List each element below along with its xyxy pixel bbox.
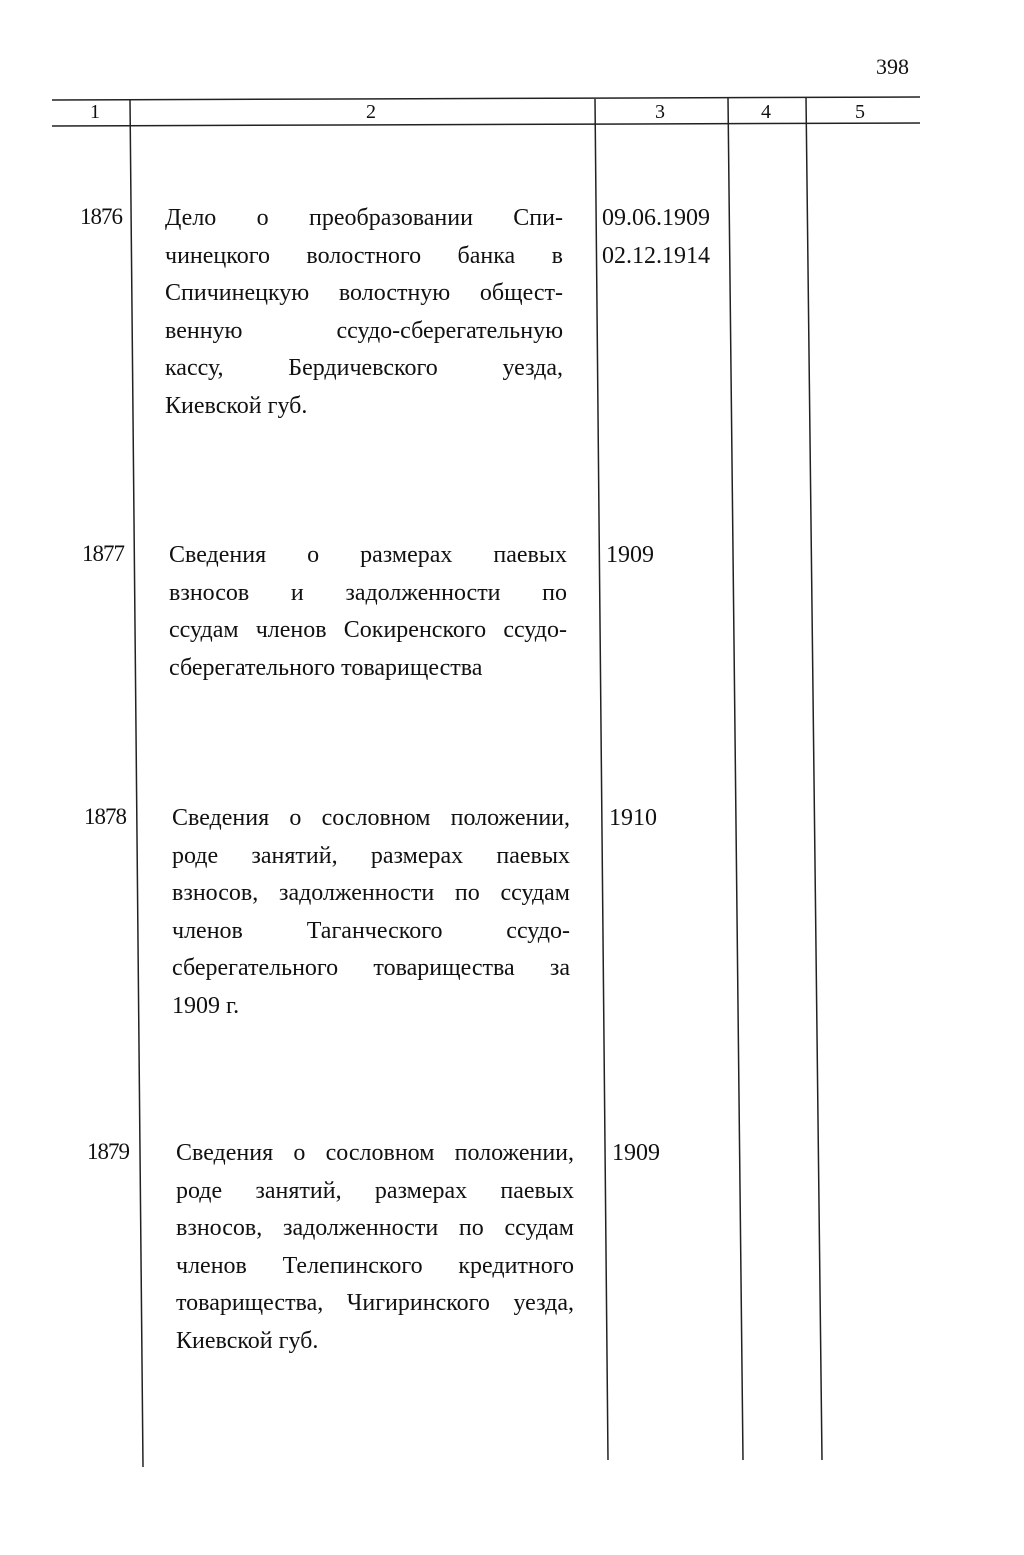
entry-dates — [602, 200, 710, 275]
entry-description — [172, 800, 570, 1025]
column-header-1: 1 — [90, 101, 100, 123]
description-line: ссудам членов Сокиренского ссудо- — [169, 617, 567, 643]
entry-number: 1876 — [80, 204, 122, 229]
description-line: кассу, Бердичевского уезда, — [165, 355, 563, 381]
date: 1909 — [612, 1140, 660, 1166]
description-line: взносов, задолженности по ссудам — [172, 880, 570, 906]
description-line: членов Телепинского кредитного — [176, 1252, 574, 1279]
description-line: Сведения о размерах паевых — [169, 542, 567, 568]
description-line: чинецкого волостного банка в — [165, 242, 563, 269]
description-line: Спичинецкую волостную общест- — [165, 280, 563, 306]
column-header-5: 5 — [855, 101, 865, 123]
column-header-2: 2 — [366, 101, 376, 123]
date: 1909 — [606, 542, 654, 568]
description-line: Киевской губ. — [176, 1327, 319, 1354]
description-line: Сведения о сословном положении, — [172, 805, 570, 831]
entry-dates — [612, 1135, 660, 1173]
description-line: сберегательного товарищества — [169, 654, 483, 681]
description-line: сберегательного товарищества за — [172, 955, 570, 981]
description-line: венную ссудо-сберегательную — [165, 317, 563, 344]
description-line: 1909 г. — [172, 992, 240, 1019]
description-line: товарищества, Чигиринского уезда, — [176, 1290, 574, 1316]
date: 09.06.1909 — [602, 205, 710, 231]
description-line: взносов, задолженности по ссудам — [176, 1215, 574, 1241]
entry-description — [176, 1135, 574, 1360]
column-header-4: 4 — [761, 101, 771, 123]
description-line: роде занятий, размерах паевых — [176, 1177, 574, 1204]
entry-number: 1878 — [84, 804, 126, 829]
date: 1910 — [609, 805, 657, 831]
page-number: 398 — [876, 54, 909, 79]
column-header-3: 3 — [655, 101, 665, 123]
entry-dates — [606, 537, 654, 575]
description-line: Сведения о сословном положении, — [176, 1140, 574, 1166]
description-line: роде занятий, размерах паевых — [172, 842, 570, 869]
entry-dates — [609, 800, 657, 838]
entry-description — [169, 537, 567, 687]
description-line: членов Таганческого ссудо- — [172, 917, 570, 944]
description-line: Дело о преобразовании Спи- — [165, 205, 563, 231]
entry-description — [165, 200, 563, 425]
date: 02.12.1914 — [602, 242, 710, 269]
description-line: взносов и задолженности по — [169, 579, 567, 606]
entry-number: 1877 — [82, 541, 124, 566]
entry-number: 1879 — [87, 1139, 129, 1164]
description-line: Киевской губ. — [165, 392, 308, 419]
